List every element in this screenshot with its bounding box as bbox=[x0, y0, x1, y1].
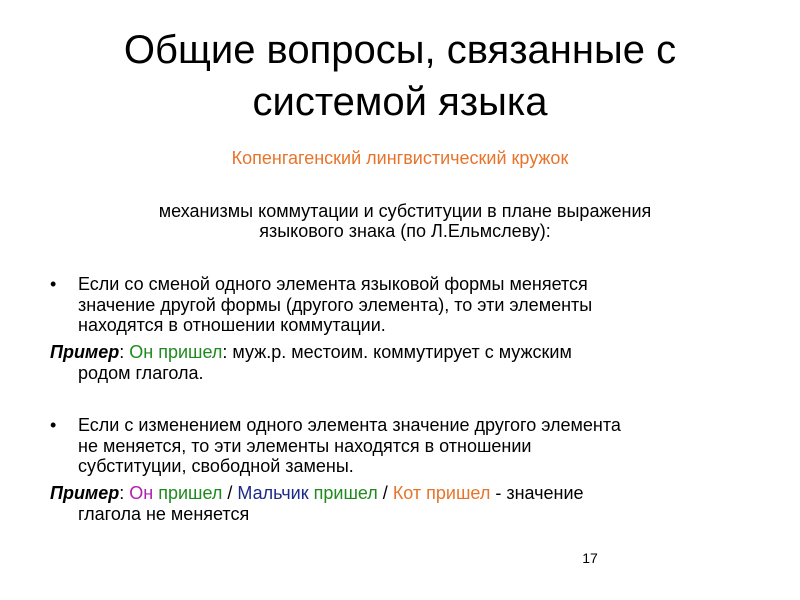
example-word-prishel: пришел bbox=[153, 483, 223, 503]
bullet-dot: • bbox=[50, 274, 57, 294]
bullet-substitution bbox=[50, 415, 770, 477]
example-word-prishel: пришел bbox=[308, 483, 378, 503]
example-separator: / bbox=[222, 483, 238, 503]
intro-line1: механизмы коммутации и субституции в плане выражения bbox=[158, 201, 652, 221]
example-line2: родом глагола. bbox=[78, 362, 204, 383]
example-word-on: Он bbox=[129, 483, 154, 503]
bullet-text bbox=[78, 274, 770, 336]
intro-line2: языкового знака (по Л.Ельмслеву): bbox=[259, 221, 551, 241]
slide-subtitle bbox=[0, 146, 800, 170]
example-dash: - bbox=[490, 483, 507, 503]
example-word-malchik: Мальчик bbox=[237, 483, 309, 503]
example-colon: : bbox=[119, 483, 130, 503]
example-rest: значение bbox=[506, 483, 584, 503]
slide-title bbox=[0, 24, 800, 128]
bullet1-line1: Если со сменой одного элемента языковой формы меняется bbox=[78, 274, 588, 294]
page-number: 17 bbox=[582, 550, 598, 566]
example-rest: : муж.р. местоим. коммутирует с мужским bbox=[222, 342, 572, 362]
bullet1-line3: находятся в отношении коммутации. bbox=[78, 315, 386, 335]
bullet2-line1: Если с изменением одного элемента значение другого элемента bbox=[78, 415, 621, 435]
bullet-dot: • bbox=[50, 415, 57, 435]
bullet-commutation bbox=[50, 274, 770, 336]
example-label: Пример bbox=[50, 483, 120, 503]
subtitle-text: Копенгагенский лингвистический кружок bbox=[231, 148, 569, 168]
example-separator: / bbox=[377, 483, 393, 503]
example-line2: глагола не меняется bbox=[78, 503, 250, 524]
example-substitution bbox=[50, 483, 770, 524]
bullet2-line3: субституции, свободной замены. bbox=[78, 456, 354, 476]
bullet1-line2: значение другой формы (другого элемента), то эти элементы bbox=[78, 294, 593, 315]
example-commutation bbox=[50, 342, 770, 383]
intro-text bbox=[60, 201, 750, 241]
bullet-text bbox=[78, 415, 770, 477]
slide-title-line2: системой языка bbox=[252, 80, 548, 124]
example-phrase: Он пришел bbox=[129, 342, 223, 362]
bullet2-line2: не меняется, то эти элементы находятся в отношении bbox=[78, 435, 532, 456]
example-word-kot-prishel: Кот пришел bbox=[392, 483, 491, 503]
example-colon: : bbox=[119, 342, 130, 362]
example-label: Пример bbox=[50, 342, 120, 362]
slide-title-line1: Общие вопросы, связанные с bbox=[123, 28, 677, 72]
